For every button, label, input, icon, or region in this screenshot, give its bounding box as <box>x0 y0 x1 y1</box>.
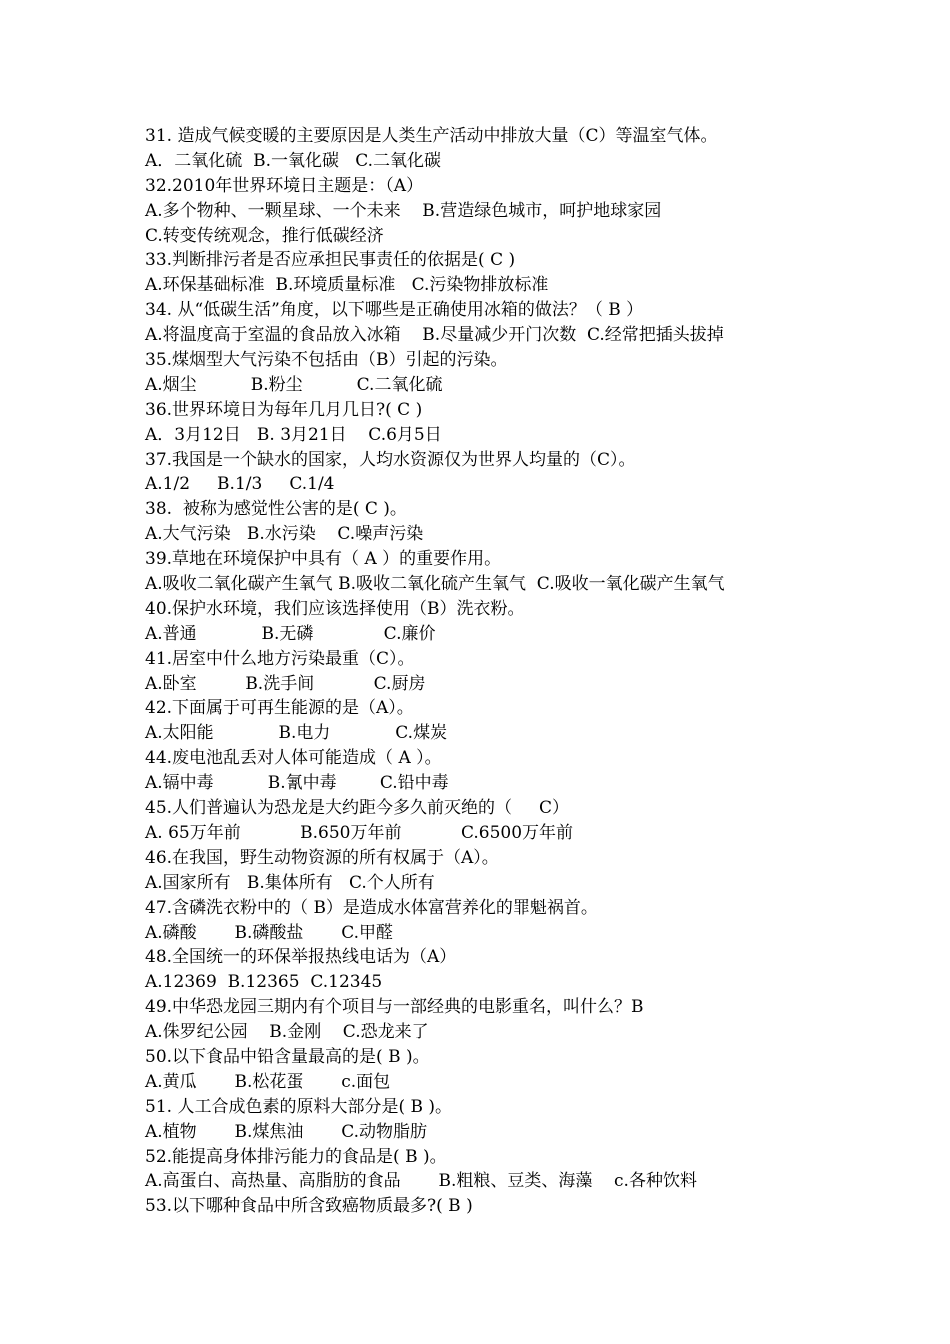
answer-options-32-continued: C.转变传统观念，推行低碳经济 <box>145 225 384 246</box>
answer-options-46: A.国家所有 B.集体所有 C.个人所有 <box>145 872 435 893</box>
answer-options-45: A. 65万年前 B.650万年前 C.6500万年前 <box>145 822 574 843</box>
answer-options-50: A.黄瓜 B.松花蛋 c.面包 <box>145 1071 391 1092</box>
question-41: 41.居室中什么地方污染最重（C）。 <box>145 648 415 669</box>
question-49: 49.中华恐龙园三期内有个项目与一部经典的电影重名，叫什么？B <box>145 997 644 1018</box>
answer-options-47: A.磷酸 B.磷酸盐 C.甲醛 <box>145 922 394 943</box>
answer-options-34: A.将温度高于室温的食品放入冰箱 B.尽量减少开门次数 C.经常把插头拔掉 <box>145 325 724 346</box>
question-32: 32.2010年世界环境日主题是：（A） <box>145 175 424 196</box>
question-37: 37.我国是一个缺水的国家，人均水资源仅为世界人均量的（C）。 <box>145 449 636 470</box>
answer-options-52: A.高蛋白、高热量、高脂肪的食品 B.粗粮、豆类、海藻 c.各种饮料 <box>145 1171 697 1192</box>
question-35: 35.煤烟型大气污染不包括由（B）引起的污染。 <box>145 350 508 371</box>
answer-options-35: A.烟尘 B.粉尘 C.二氧化硫 <box>145 374 443 395</box>
answer-options-32: A.多个物种、一颗星球、一个未来 B.营造绿色城市，呵护地球家园 <box>145 200 662 221</box>
question-42: 42.下面属于可再生能源的是（A）。 <box>145 698 414 719</box>
question-45: 45.人们普遍认为恐龙是大约距今多久前灭绝的（ C） <box>145 798 570 819</box>
answer-options-36: A．3月12日 B. 3月21日 C.6月5日 <box>145 424 442 445</box>
question-47: 47.含磷洗衣粉中的（ B）是造成水体富营养化的罪魁祸首。 <box>145 897 598 918</box>
answer-options-49: A.侏罗纪公园 B.金刚 C.恐龙来了 <box>145 1022 429 1043</box>
question-46: 46.在我国，野生动物资源的所有权属于（A）。 <box>145 847 499 868</box>
answer-options-31: A．二氧化硫 B.一氧化碳 C.二氧化碳 <box>145 150 441 171</box>
quiz-text-body <box>145 124 845 1219</box>
answer-options-48: A.12369 B.12365 C.12345 <box>145 972 383 993</box>
answer-options-51: A.植物 B.煤焦油 C.动物脂肪 <box>145 1121 428 1142</box>
question-53: 53.以下哪种食品中所含致癌物质最多?( B ) <box>145 1196 473 1217</box>
question-34: 34. 从“低碳生活”角度，以下哪些是正确使用冰箱的做法？（ B ） <box>145 300 644 321</box>
answer-options-38: A.大气污染 B.水污染 C.噪声污染 <box>145 524 424 545</box>
question-31: 31. 造成气候变暖的主要原因是人类生产活动中排放大量（C）等温室气体。 <box>145 126 718 146</box>
question-44: 44.废电池乱丢对人体可能造成（ A ）。 <box>145 748 442 769</box>
answer-options-41: A.卧室 B.洗手间 C.厨房 <box>145 673 426 694</box>
question-36: 36.世界环境日为每年几月几日?( C ) <box>145 399 423 420</box>
answer-options-33: A.环保基础标准 B.环境质量标准 C.污染物排放标准 <box>145 275 549 296</box>
question-40: 40.保护水环境，我们应该选择使用（B）洗衣粉。 <box>145 598 525 619</box>
question-52: 52.能提高身体排污能力的食品是( B )。 <box>145 1146 447 1167</box>
answer-options-40: A.普通 B.无磷 C.廉价 <box>145 623 436 644</box>
question-50: 50.以下食品中铅含量最高的是( B )。 <box>145 1046 430 1067</box>
answer-options-39: A.吸收二氧化碳产生氧气 B.吸收二氧化硫产生氧气 C.吸收一氧化碳产生氧气 <box>145 574 725 595</box>
question-33: 33.判断排污者是否应承担民事责任的依据是( C ) <box>145 250 516 271</box>
answer-options-42: A.太阳能 B.电力 C.煤炭 <box>145 723 448 744</box>
question-38: 38. 被称为感觉性公害的是( C )。 <box>145 499 407 520</box>
question-51: 51. 人工合成色素的原料大部分是( B )。 <box>145 1096 453 1117</box>
question-39: 39.草地在环境保护中具有（ A ）的重要作用。 <box>145 549 502 570</box>
answer-options-37: A.1/2 B.1/3 C.1/4 <box>145 474 335 495</box>
question-48: 48.全国统一的环保举报热线电话为（A） <box>145 947 457 968</box>
answer-options-44: A.镉中毒 B.氰中毒 C.铅中毒 <box>145 773 449 794</box>
